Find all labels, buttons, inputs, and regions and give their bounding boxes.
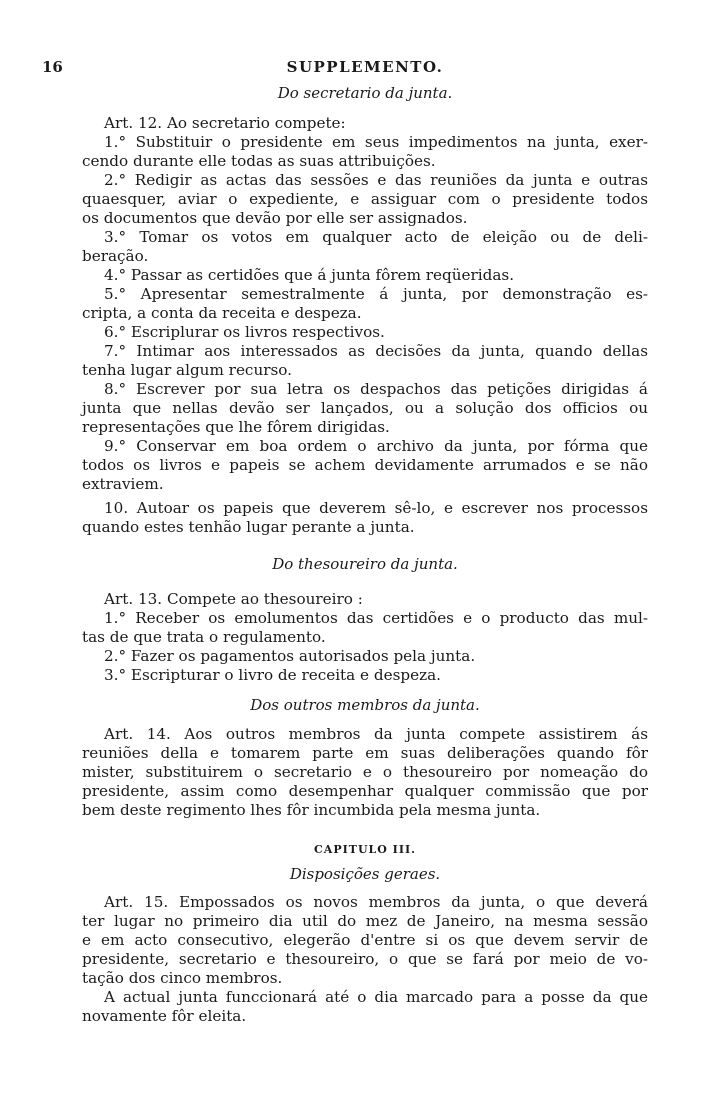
text-line: beração. [82, 247, 149, 265]
text-line: Art. 14. Aos outros membros da junta compete assistirem ás [104, 725, 648, 743]
text-line: 8.° Escrever por sua letra os despachos das petições dirigidas á [104, 380, 648, 398]
text-line: 2.° Fazer os pagamentos autorisados pela junta. [104, 647, 476, 665]
text-line: todos os livros e papeis se achem devidamente arrumados e se não [82, 456, 648, 474]
page-header [42, 58, 648, 78]
text-line: reuniões della e tomarem parte em suas deliberações quando fôr [82, 744, 648, 762]
text-line: os documentos que devão por elle ser assignados. [82, 209, 468, 227]
section-heading: Disposições geraes. [289, 865, 441, 883]
text-line: 3.° Escripturar o livro de receita e despeza. [104, 666, 441, 684]
text-line: bem deste regimento lhes fôr incumbida pela mesma junta. [82, 801, 541, 819]
text-line: 1.° Substituir o presidente em seus impedimentos na junta, exer- [104, 133, 648, 151]
text-line: Art. 13. Compete ao thesoureiro : [104, 590, 363, 608]
text-line: novamente fôr eleita. [82, 1007, 247, 1025]
text-line: 10. Autoar os papeis que deverem sê-lo, e escrever nos processos [104, 499, 648, 517]
section-heading: Do secretario da junta. [277, 84, 453, 102]
text-line: 1.° Receber os emolumentos das certidões e o producto das mul- [104, 609, 648, 627]
text-line: cripta, a conta da receita e despeza. [82, 304, 362, 322]
text-line: mister, substituirem o secretario e o thesoureiro por nomeação do [82, 763, 648, 781]
text-line: Art. 15. Empossados os novos membros da junta, o que deverá [104, 893, 648, 911]
page-number: 16 [42, 58, 63, 76]
text-line: presidente, assim como desempenhar qualquer commissão que por [82, 782, 648, 800]
running-title: SUPPLEMENTO. [286, 58, 444, 76]
text-line: representações que lhe fôrem dirigidas. [82, 418, 390, 436]
text-line: 4.° Passar as certidões que á junta fôrem reqüeridas. [104, 266, 515, 284]
text-line: tas de que trata o regulamento. [82, 628, 326, 646]
text-line: 5.° Apresentar semestralmente á junta, por demonstração es- [104, 285, 648, 303]
text-line: tação dos cinco membros. [82, 969, 283, 987]
text-line: tenha lugar algum recurso. [82, 361, 292, 379]
text-line: junta que nellas devão ser lançados, ou a solução dos officios ou [82, 399, 648, 417]
text-line: Art. 12. Ao secretario compete: [104, 114, 346, 132]
text-line: 2.° Redigir as actas das sessões e das reuniões da junta e outras [104, 171, 648, 189]
text-line: e em acto consecutivo, elegerão d'entre si os que devem servir de [82, 931, 648, 949]
section-heading: Dos outros membros da junta. [250, 696, 480, 714]
text-line: 9.° Conservar em boa ordem o archivo da junta, por fórma que [104, 437, 648, 455]
text-line: quando estes tenhão lugar perante a junta. [82, 518, 415, 536]
text-line: 6.° Escriplurar os livros respectivos. [104, 323, 385, 341]
text-line: quaesquer, aviar o expediente, e assiguar com o presidente todos [82, 190, 648, 208]
text-line: 7.° Intimar aos interessados as decisões da junta, quando dellas [104, 342, 648, 360]
text-line: ter lugar no primeiro dia util do mez de Janeiro, na mesma sessão [82, 912, 648, 930]
text-line: 3.° Tomar os votos em qualquer acto de eleição ou de deli- [104, 228, 648, 246]
section-heading: Do thesoureiro da junta. [272, 555, 458, 573]
text-line: presidente, secretario e thesoureiro, o que se fará por meio de vo- [82, 950, 648, 968]
text-line: extraviem. [82, 475, 164, 493]
text-line: A actual junta funccionará até o dia marcado para a posse da que [104, 988, 648, 1006]
chapter-heading: CAPITULO III. [314, 843, 416, 856]
text-line: cendo durante elle todas as suas attribuições. [82, 152, 436, 170]
